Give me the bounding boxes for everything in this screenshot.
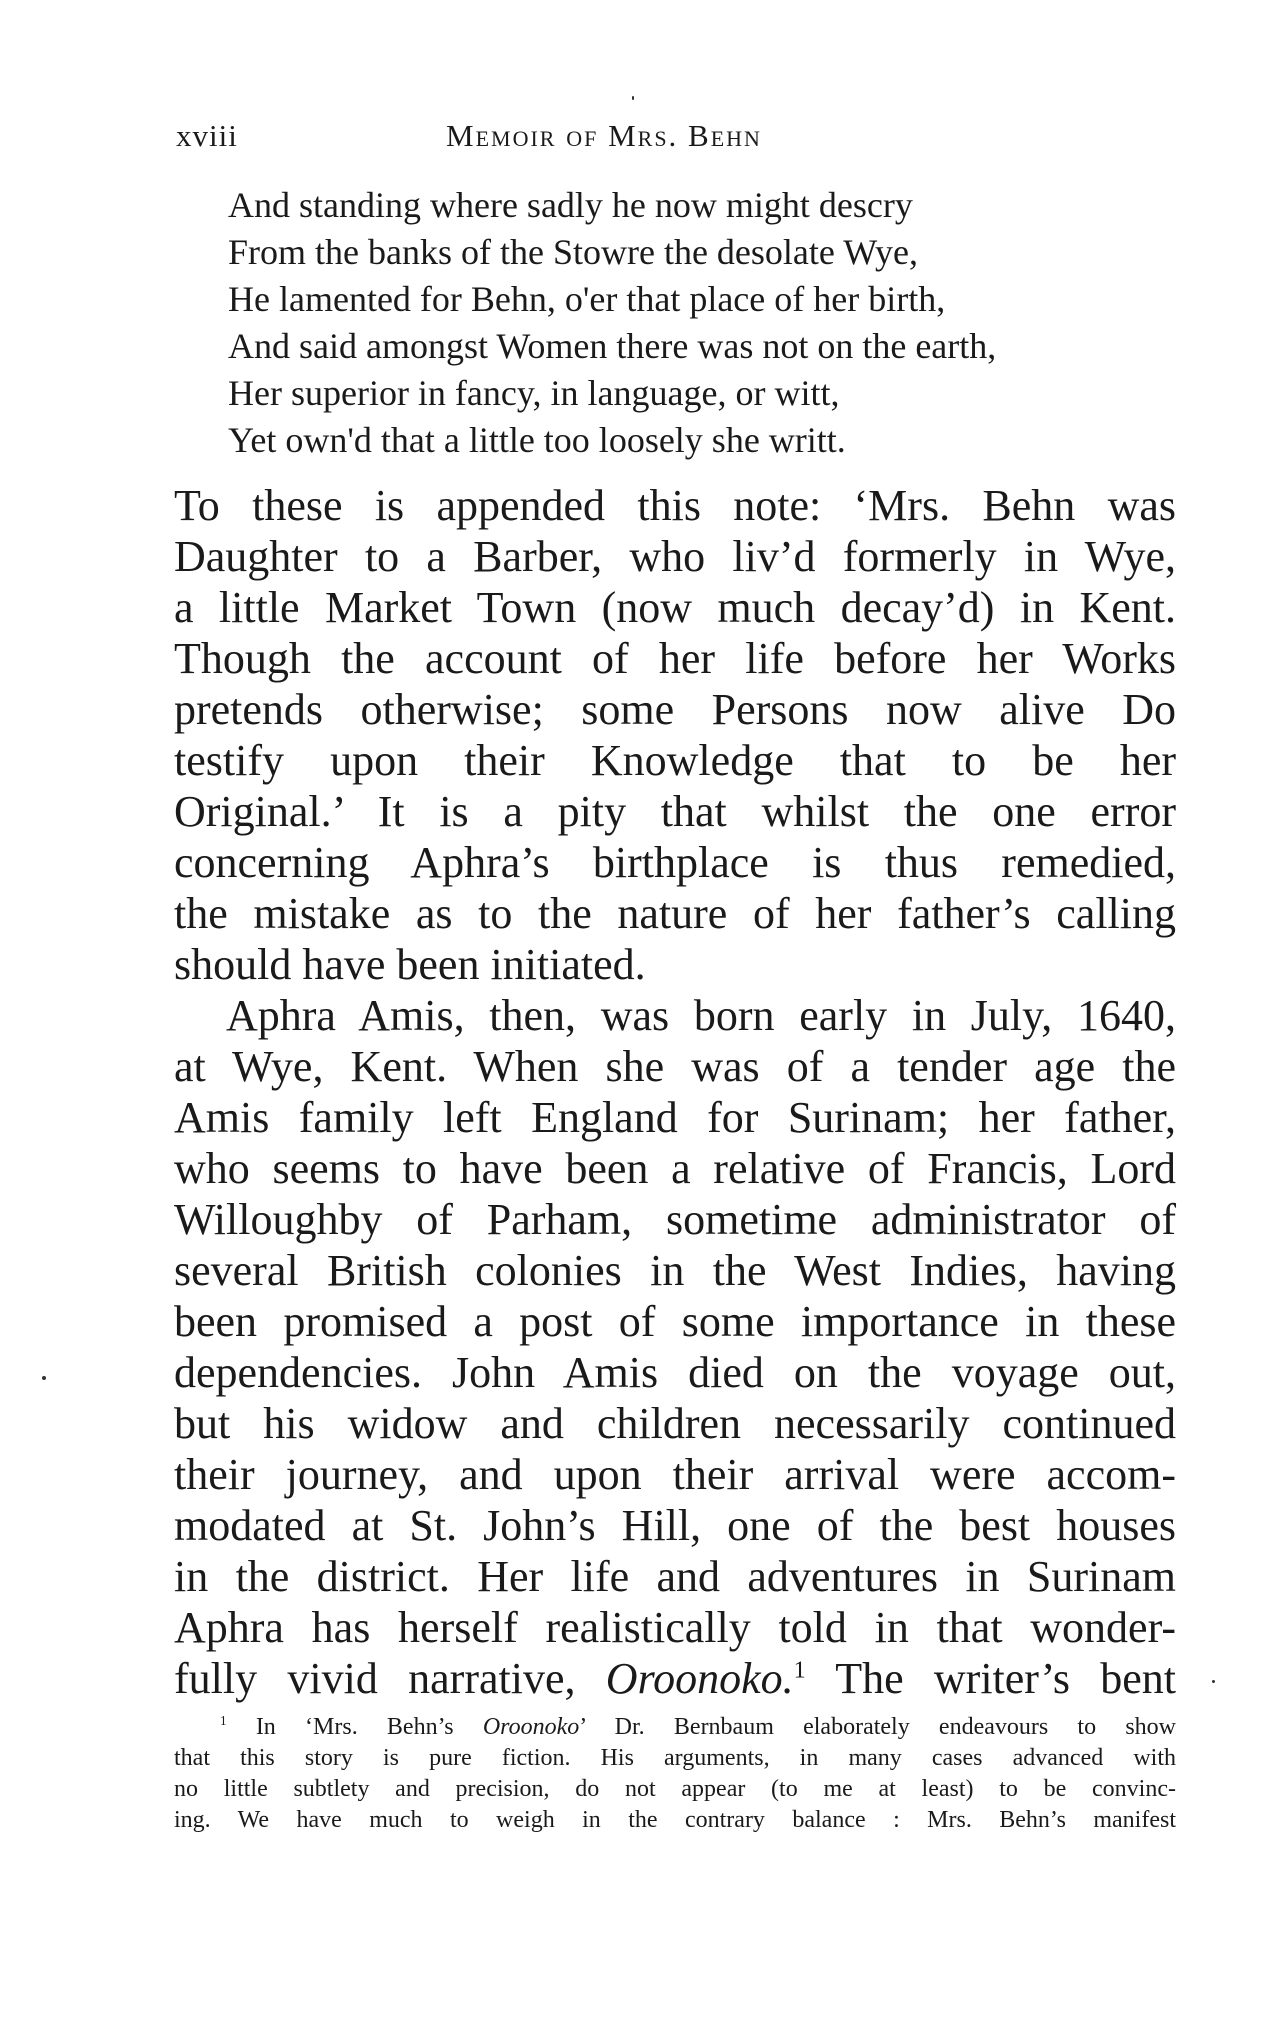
body-text xyxy=(174,480,1176,1704)
verse-line: And said amongst Women there was not on the earth, xyxy=(228,326,997,366)
text-line: a little Market Town (now much decay’d) in Kent. xyxy=(174,583,1176,632)
text-line: modated at St. John’s Hill, one of the best houses xyxy=(174,1501,1176,1550)
footnote-line: that this story is pure fiction. His arguments, in many cases advanced with xyxy=(174,1745,1176,1771)
text-line: who seems to have been a relative of Francis, Lord xyxy=(174,1144,1176,1193)
text-line: Willoughby of Parham, sometime administrator of xyxy=(174,1195,1176,1244)
margin-speck xyxy=(632,96,634,100)
text-line: testify upon their Knowledge that to be her xyxy=(174,736,1176,785)
page-number: xviii xyxy=(176,118,238,153)
footnote xyxy=(174,1712,1176,1836)
footnote-line xyxy=(174,1712,1176,1743)
text-line: Though the account of her life before her Works xyxy=(174,634,1176,683)
running-title: Memoir of Mrs. Behn xyxy=(446,118,762,153)
verse-line: From the banks of the Stowre the desolate Wye, xyxy=(228,232,919,272)
verse-line: He lamented for Behn, o'er that place of her birth, xyxy=(228,279,946,319)
text-fragment: ’ Dr. Bernbaum elaborately endeavours to show xyxy=(579,1714,1176,1740)
footnote-line: ing. We have much to weigh in the contrary balance : Mrs. Behn’s manifest xyxy=(174,1807,1176,1833)
margin-speck xyxy=(1212,1680,1215,1683)
text-fragment: fully vivid narrative, xyxy=(174,1654,606,1703)
footnote-marker: 1 xyxy=(220,1713,227,1728)
verse-line: And standing where sadly he now might descry xyxy=(228,185,913,225)
quoted-verse xyxy=(228,182,1188,464)
text-line: Amis family left England for Surinam; her father, xyxy=(174,1093,1176,1142)
text-fragment: In ‘Mrs. Behn’s xyxy=(226,1714,483,1740)
text-line: Daughter to a Barber, who liv’d formerly in Wye, xyxy=(174,532,1176,581)
text-line xyxy=(174,1653,1176,1704)
text-line: dependencies. John Amis died on the voyage out, xyxy=(174,1348,1176,1397)
text-line: Aphra has herself realistically told in that wonder- xyxy=(174,1603,1176,1652)
text-line: pretends otherwise; some Persons now alive Do xyxy=(174,685,1176,734)
text-line: should have been initiated. xyxy=(174,940,646,989)
verse-line: Her superior in fancy, in language, or witt, xyxy=(228,373,840,413)
text-line: their journey, and upon their arrival were accom- xyxy=(174,1450,1176,1499)
text-line: Aphra Amis, then, was born early in July, 1640, xyxy=(226,991,1176,1040)
text-line: but his widow and children necessarily continued xyxy=(174,1399,1176,1448)
footnote-reference: 1 xyxy=(793,1656,806,1684)
paragraph-appended-note xyxy=(174,480,1176,990)
work-title-italic: Oroonoko xyxy=(482,1714,580,1740)
text-line: To these is appended this note: ‘Mrs. Behn was xyxy=(174,481,1176,530)
paragraph-aphra-amis xyxy=(174,990,1176,1704)
verse-line: Yet own'd that a little too loosely she writt. xyxy=(228,420,846,460)
margin-speck xyxy=(42,1376,46,1380)
text-line: been promised a post of some importance in these xyxy=(174,1297,1176,1346)
text-fragment: The writer’s bent xyxy=(805,1654,1176,1703)
text-line: in the district. Her life and adventures in Surinam xyxy=(174,1552,1176,1601)
text-line: at Wye, Kent. When she was of a tender age the xyxy=(174,1042,1176,1091)
work-title-italic: Oroonoko. xyxy=(605,1654,794,1703)
text-line: the mistake as to the nature of her father’s calling xyxy=(174,889,1176,938)
text-line: several British colonies in the West Indies, having xyxy=(174,1246,1176,1295)
text-line: Original.’ It is a pity that whilst the one error xyxy=(174,787,1176,836)
footnote-line: no little subtlety and precision, do not appear (to me at least) to be convinc- xyxy=(174,1776,1176,1802)
text-line: concerning Aphra’s birthplace is thus remedied, xyxy=(174,838,1176,887)
